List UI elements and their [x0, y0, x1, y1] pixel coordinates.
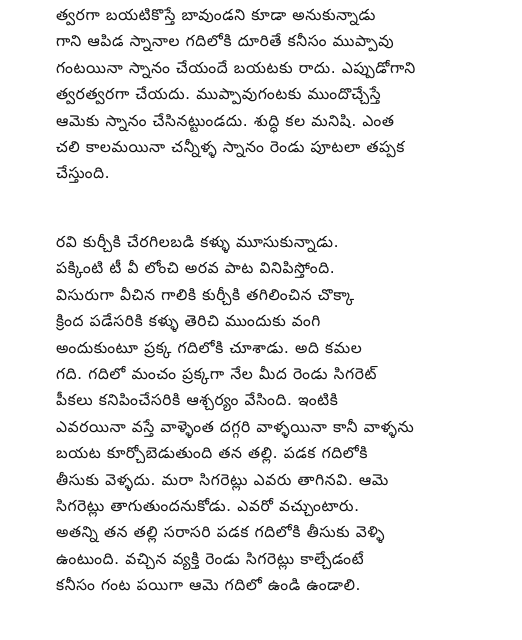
text-line: గంటయినా స్నానం చేయందే బయటకు రాదు. ఎప్పుడోగాని [56, 58, 416, 77]
text-line: ఉంటుంది. వచ్చిన వ్యక్తి రెండు సిగరెట్లు కాల్చేడంటే [56, 549, 365, 568]
text-line: త్వరత్వరగా చేయదు. ముప్పావుగంటకు ముందొచ్చేస్తే [56, 85, 382, 104]
text-line: త్వరగా బయటికొస్తే బావుండని కూడా అనుకున్నాడు [56, 6, 376, 24]
text-line: కనీసం గంట పయిగా ఆమె గదిలో ఉండి ఉండాలి. [56, 576, 362, 595]
text-line: అతన్ని తన తల్లి సరాసరి పడక గదిలోకి తీసుకు వెళ్ళి [56, 523, 385, 542]
text-line: అందుకుంటూ ప్రక్క గదిలోకి చూశాడు. అది కమల [56, 338, 363, 357]
text-line: సిగరెట్లు తాగుతుందనుకోడు. ఎవరో వచ్చుంటారు. [56, 496, 360, 515]
text-line: తీసుకు వెళ్ళదు. మరా సిగరెట్లు ఎవరు తాగినవి. ఆమె [56, 470, 389, 489]
text-line: రవి కుర్చీకి చేరగిలబడి కళ్ళు మూసుకున్నాడు. [56, 233, 340, 251]
text-line: బయట కూర్చోబెడుతుంది తన తల్లి. పడక గదిలోకి [56, 444, 369, 463]
text-line: గది. గదిలో మంచం ప్రక్కగా నేల మీద రెండు సిగరెట్ [56, 364, 378, 383]
text-line: గాని ఆపిడ స్నానాల గదిలోకి దూరితే కనీసం ముప్పావు [56, 32, 395, 51]
text-line: ఆమెకు స్నానం చేసినట్టుండదు. శుద్ధి కల మనిషి. ఎంత [56, 111, 395, 130]
text-line: చలి కాలమయినా చన్నీళ్ళ స్నానం రెండు పూటలా తప్పక [56, 137, 405, 156]
text-line: క్రింద పడేసరికి కళ్ళు తెరిచి ముందుకు వంగి [56, 312, 321, 331]
text-line: చేస్తుంది. [56, 164, 111, 183]
paragraph-1 [56, 2, 476, 187]
text-line: పక్కింటి టీ వీ లోంచి అరవ పాట వినిపిస్తోంది. [56, 259, 336, 278]
text-line: విసురుగా వీచిన గాలికి కుర్చీకి తగిలించిన చొక్కా [56, 285, 355, 304]
text-line: ఎవరయినా వస్తే వాళ్ళెంత దగ్గరి వాళ్ళయినా కానీ వాళ్ళను [56, 417, 415, 436]
paragraph-2 [56, 229, 476, 598]
text-line: పీకలు కనిపించేసరికి ఆశ్చర్యం వేసింది. ఇంటికి [56, 391, 339, 410]
